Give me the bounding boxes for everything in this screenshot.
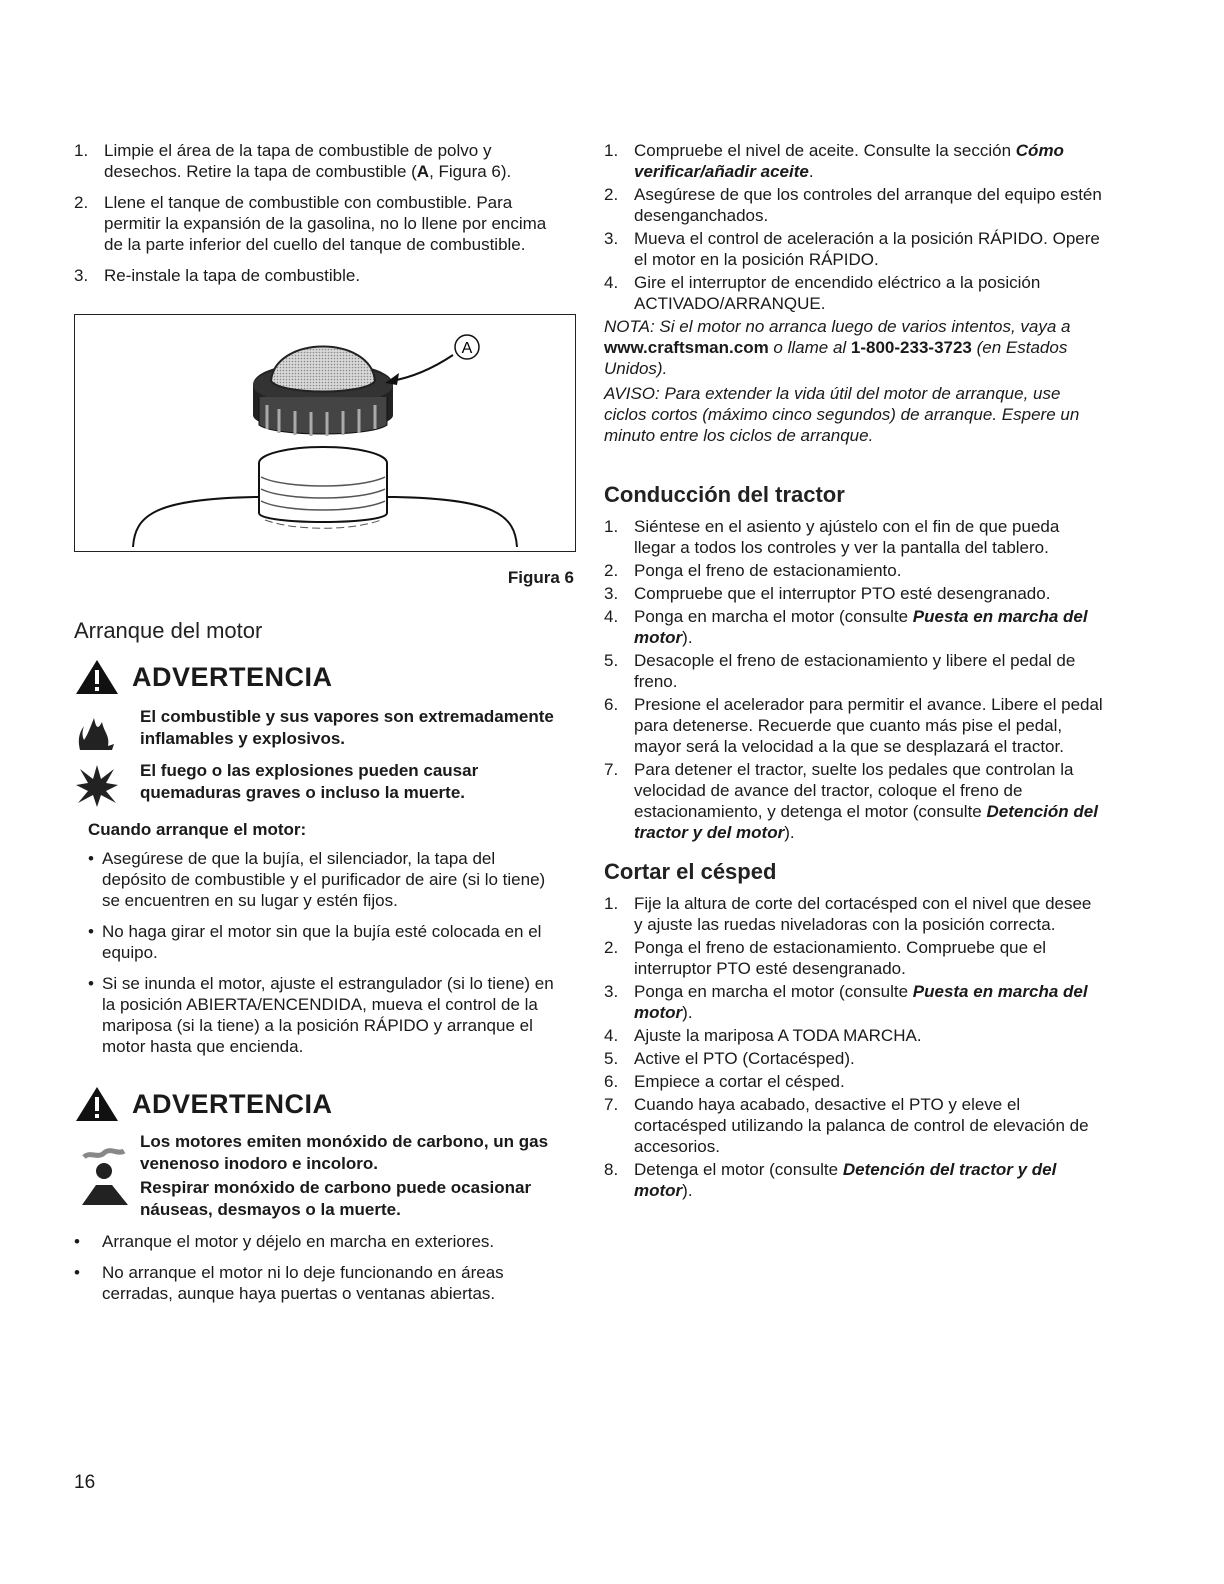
list-item: • Asegúrese de que la bujía, el silenciador, la tapa del depósito de combustible y el purificador de aire (si lo tiene) se encuentren en su lugar y estén fijos.	[88, 849, 546, 910]
start-steps	[604, 140, 1104, 314]
drive-steps	[604, 516, 1104, 843]
warning-triangle-icon	[74, 1085, 120, 1123]
list-item: 2. Ponga el freno de estacionamiento. Compruebe que el interruptor PTO esté desengranado.	[604, 938, 1047, 978]
list-item: 3. Mueva el control de aceleración a la posición RÁPIDO. Opere el motor en la posición RÁPIDO.	[604, 229, 1100, 269]
list-item: 1. Fije la altura de corte del cortacésped con el nivel que desee y ajuste las ruedas niveladoras con la posición correcta.	[604, 894, 1092, 934]
section-heading-start: Arranque del motor	[74, 618, 263, 643]
list-item: 1. Siéntese en el asiento y ajústelo con el fin de que pueda llegar a todos los controles y ver la pantalla del tablero.	[604, 517, 1060, 557]
figure-6	[74, 314, 576, 552]
list-item: 3. Ponga en marcha el motor (consulte Puesta en marcha del motor).	[604, 982, 1088, 1022]
left-column	[74, 140, 574, 1314]
list-item: 6. Empiece a cortar el césped.	[604, 1072, 845, 1091]
flame-icon	[74, 706, 118, 752]
warning-header: ADVERTENCIA	[74, 1085, 562, 1123]
list-item: • No haga girar el motor sin que la bujía esté colocada en el equipo.	[88, 922, 542, 962]
list-item: 6. Presione el acelerador para permitir el avance. Libere el pedal para detenerse. Recuerde que cuanto más pise el pedal, mayor será la velocidad a la que se desplazará el tractor.	[604, 695, 1103, 756]
fuel-cap-illustration	[75, 315, 575, 551]
aviso-paragraph: AVISO: Para extender la vida útil del motor de arranque, use ciclos cortos (máximo cinco segundos) de arranque. Espere un minuto entre los ciclos de arranque.	[604, 384, 1080, 445]
list-item: 7. Para detener el tractor, suelte los pedales que controlan la velocidad de avance del tractor, coloque el freno de estacionamiento, y detenga el motor (consulte Detención del tractor y del motor).	[604, 760, 1098, 842]
section-heading-mow: Cortar el césped	[604, 859, 777, 884]
list-item: 4. Ajuste la mariposa A TODA MARCHA.	[604, 1026, 922, 1045]
list-item: • Arranque el motor y déjelo en marcha en exteriores.	[74, 1232, 495, 1251]
list-item: • Si se inunda el motor, ajuste el estrangulador (si lo tiene) en la posición ABIERTA/ENCENDIDA, mueva el control de la mariposa (si la tiene) a la posición RÁPIDO y arranque el motor hasta que encienda.	[88, 974, 554, 1056]
list-item: 3. Compruebe que el interruptor PTO esté desengranado.	[604, 584, 1051, 603]
list-item: 2. Llene el tanque de combustible con combustible. Para permitir la expansión de la gasolina, no lo llene por encima de la parte inferior del cuello del tanque de combustible.	[74, 193, 547, 254]
list-item: • No arranque el motor ni lo deje funcionando en áreas cerradas, aunque haya puertas o ventanas abiertas.	[74, 1263, 504, 1303]
list-item: 5. Active el PTO (Cortacésped).	[604, 1049, 855, 1068]
page-number: 16	[74, 1472, 96, 1493]
list-item: 3. Re-instale la tapa de combustible.	[74, 266, 361, 285]
warning-line-2: Respirar monóxido de carbono puede ocasionar náuseas, desmayos o la muerte.	[140, 1178, 532, 1219]
nota-paragraph: NOTA: Si el motor no arranca luego de varios intentos, vaya a www.craftsman.com o llame al 1-800-233-3723 (en Estados Unidos).	[604, 317, 1071, 378]
mow-steps	[604, 893, 1104, 1201]
warning1-bullets	[88, 848, 562, 1057]
fuel-steps	[74, 140, 562, 286]
warning-line-1: Los motores emiten monóxido de carbono, un gas venenoso inodoro e incoloro.	[140, 1132, 549, 1173]
warning2-bullets	[74, 1231, 562, 1304]
list-item: 2. Ponga el freno de estacionamiento.	[604, 561, 902, 580]
phone-number: 1-800-233-3723	[850, 338, 972, 357]
list-item: 8. Detenga el motor (consulte Detención del tractor y del motor).	[604, 1160, 1057, 1200]
list-item: 4. Gire el interruptor de encendido eléctrico a la posición ACTIVADO/ARRANQUE.	[604, 273, 1041, 313]
list-item: 1. Compruebe el nivel de aceite. Consulte la sección Cómo verificar/añadir aceite.	[604, 141, 1064, 181]
figure-label: A	[461, 340, 473, 357]
warning-box-co	[74, 1085, 562, 1304]
list-item: 4. Ponga en marcha el motor (consulte Puesta en marcha del motor).	[604, 607, 1088, 647]
person-fumes-icon	[74, 1147, 134, 1207]
warning-box-fuel	[74, 658, 562, 1057]
explosion-icon	[74, 763, 120, 809]
list-item: 1. Limpie el área de la tapa de combustible de polvo y desechos. Retire la tapa de combustible (A, Figura 6).	[74, 141, 512, 181]
warning-header: ADVERTENCIA	[74, 658, 562, 696]
website-link[interactable]: www.craftsman.com	[604, 338, 769, 357]
section-heading-drive: Conducción del tractor	[604, 482, 845, 507]
warning-triangle-icon	[74, 658, 120, 696]
warning-line-2: El fuego o las explosiones pueden causar quemaduras graves o incluso la muerte.	[140, 761, 479, 802]
right-column	[604, 140, 1104, 1203]
list-item: 7. Cuando haya acabado, desactive el PTO y eleve el cortacésped utilizando la palanca de control de elevación de accesorios.	[604, 1095, 1089, 1156]
list-item: 5. Desacople el freno de estacionamiento y libere el pedal de freno.	[604, 651, 1076, 691]
warning-line-1: El combustible y sus vapores son extremadamente inflamables y explosivos.	[140, 707, 554, 748]
warning-subhead: Cuando arranque el motor:	[88, 820, 307, 839]
figure-caption: Figura 6	[507, 568, 574, 587]
list-item: 2. Asegúrese de que los controles del arranque del equipo estén desenganchados.	[604, 185, 1102, 225]
